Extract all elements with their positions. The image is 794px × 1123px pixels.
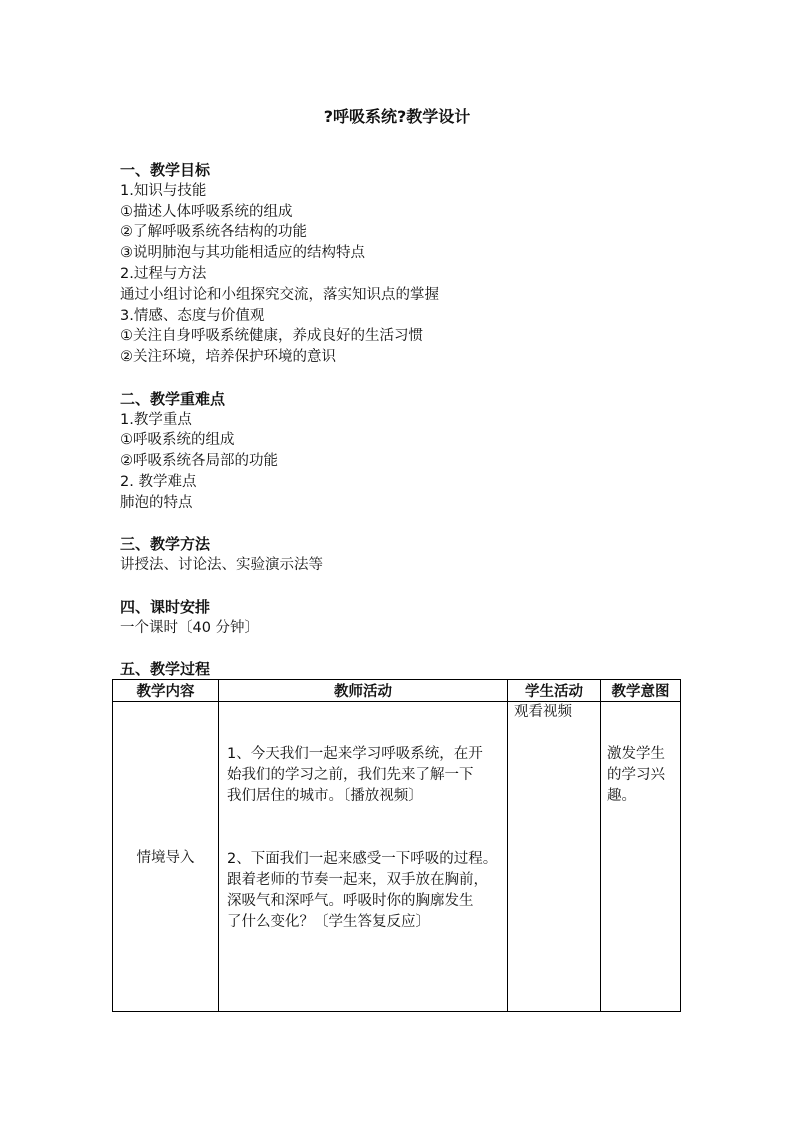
objectives-line: ①关注自身呼吸系统健康，养成良好的生活习惯 (120, 328, 423, 345)
section-heading-key-points: 二、教学重难点 (120, 389, 226, 408)
cell-intent (601, 702, 681, 1012)
objectives-line: ①描述人体呼吸系统的组成 (120, 203, 293, 220)
methods-line: 讲授法、讨论法、实验演示法等 (120, 557, 323, 574)
table-header-row (113, 680, 681, 702)
teacher-activity-line: 2、下面我们一起来感受一下呼吸的过程。 (227, 851, 498, 867)
section-heading-methods: 三、教学方法 (120, 535, 211, 554)
objectives-line: ③说明肺泡与其功能相适应的结构特点 (120, 245, 365, 262)
key-points-line: ①呼吸系统的组成 (120, 432, 235, 449)
header-student-activity: 学生活动 (508, 680, 601, 702)
teacher-activity-line: 深吸气和深呼气。呼吸时你的胸廓发生 (227, 893, 474, 909)
objectives-line: 2.过程与方法 (120, 265, 207, 282)
objectives-line: 通过小组讨论和小组探究交流，落实知识点的掌握 (120, 286, 439, 303)
header-content: 教学内容 (113, 680, 219, 702)
document-body (120, 160, 680, 680)
intent-line: 的学习兴 (607, 767, 665, 783)
section-heading-schedule: 四、课时安排 (120, 597, 211, 616)
intent-line: 趣。 (607, 788, 636, 804)
objectives-line: ②了解呼吸系统各结构的功能 (120, 224, 307, 241)
teaching-process-table (112, 679, 681, 1012)
cell-teacher-activity (219, 702, 508, 1012)
teacher-activity-line: 了什么变化？〔学生答复反应〕 (227, 914, 430, 930)
schedule-line: 一个课时〔40 分钟〕 (120, 619, 260, 636)
table-row (113, 702, 681, 1012)
intent-line: 激发学生 (607, 746, 665, 762)
key-points-line: ②呼吸系统各局部的功能 (120, 453, 278, 470)
header-intent: 教学意图 (601, 680, 681, 702)
section-heading-process: 五、教学过程 (120, 660, 211, 679)
document-title: ?呼吸系统?教学设计 (323, 107, 471, 126)
key-points-line: 1.教学重点 (120, 411, 192, 428)
cell-student-activity: 观看视频 (508, 702, 601, 1012)
objectives-line: 3.情感、态度与价值观 (120, 307, 265, 324)
cell-content: 情境导入 (113, 702, 219, 1012)
teacher-activity-line: 跟着老师的节奏一起来，双手放在胸前， (227, 872, 488, 888)
objectives-line: 1.知识与技能 (120, 182, 207, 199)
key-points-line: 肺泡的特点 (120, 494, 193, 511)
teacher-activity-line: 我们居住的城市。〔播放视频〕 (227, 788, 423, 804)
section-heading-objectives: 一、教学目标 (120, 161, 211, 179)
objectives-line: ②关注环境，培养保护环境的意识 (120, 349, 336, 366)
teacher-activity-line: 始我们的学习之前，我们先来了解一下 (227, 767, 474, 783)
key-points-line: 2. 教学难点 (120, 473, 197, 490)
teacher-activity-line: 1、今天我们一起来学习呼吸系统，在开 (227, 746, 483, 762)
header-teacher-activity: 教师活动 (219, 680, 508, 702)
